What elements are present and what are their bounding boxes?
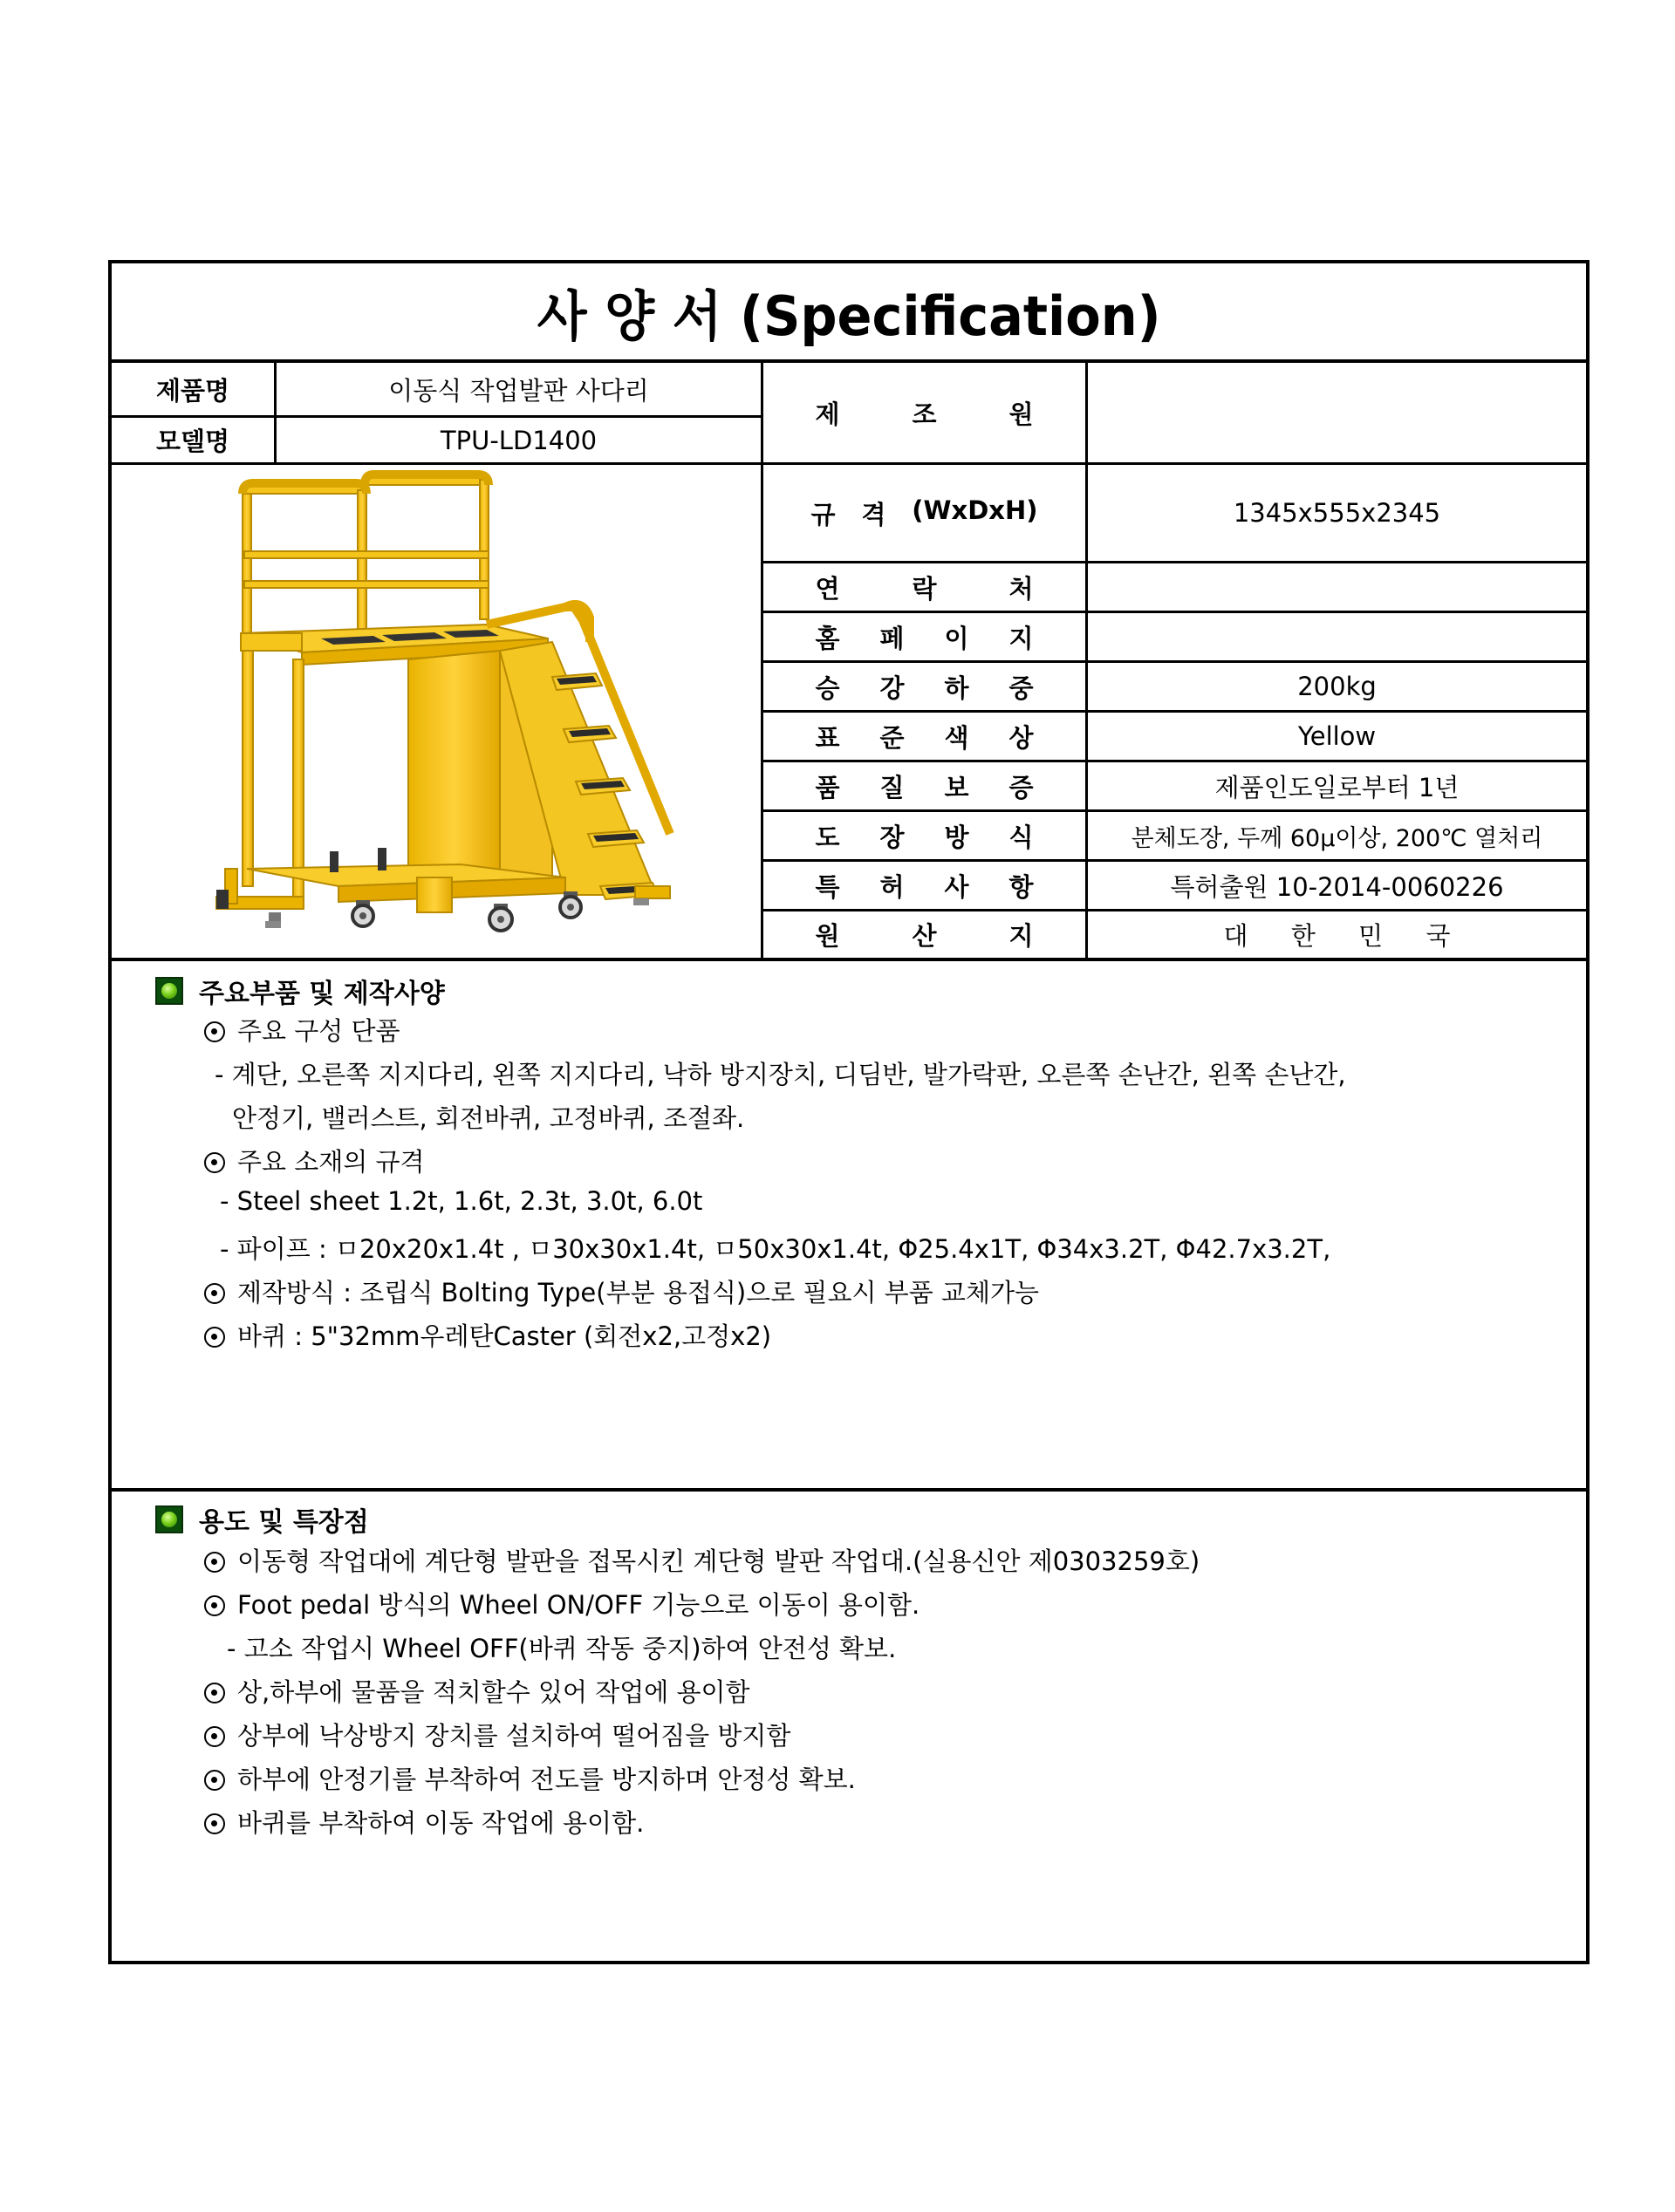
circle-dot-icon xyxy=(204,1726,225,1747)
list-item: 이동형 작업대에 계단형 발판을 접목시킨 계단형 발판 작업대.(실용신안 제0303259호) xyxy=(204,1542,1200,1578)
spec-label-dimensions: 규 격 (WxDxH) xyxy=(810,495,1038,529)
spec-label-coating: 도 장 방 식 xyxy=(815,822,1034,852)
spec-value-warranty: 제품인도일로부터 1년 xyxy=(1214,772,1460,802)
product-name-value: 이동식 작업발판 사다리 xyxy=(388,375,649,406)
green-bullet-icon xyxy=(155,977,183,1005)
spec-value-origin: 대 한 민 국 xyxy=(1223,921,1451,951)
list-item: - Steel sheet 1.2t, 1.6t, 2.3t, 3.0t, 6.0t xyxy=(220,1186,703,1216)
spec-label-manufacturer: 제 조 원 xyxy=(815,399,1034,429)
list-item: - 파이프 : ㅁ20x20x1.4t , ㅁ30x30x1.4t, ㅁ50x30x1.4t, Φ25.4x1T, Φ34x3.2T, Φ42.7x3.2T, xyxy=(220,1234,1331,1264)
list-item: 제작방식 : 조립식 Bolting Type(부분 용접식)으로 필요시 부품 교체가능 xyxy=(204,1273,1039,1309)
product-image-ladder xyxy=(199,468,740,956)
list-item: 안정기, 밸러스트, 회전바퀴, 고정바퀴, 조절좌. xyxy=(232,1103,745,1133)
circle-dot-icon xyxy=(204,1021,225,1042)
list-item: 바퀴를 부착하여 이동 작업에 용이함. xyxy=(204,1804,644,1840)
spec-value-homepage xyxy=(1088,613,1586,660)
spec-label-load: 승 강 하 중 xyxy=(815,672,1034,703)
circle-dot-icon xyxy=(204,1813,225,1834)
spec-value-patent: 특허출원 10-2014-0060226 xyxy=(1170,871,1504,902)
list-item: 바퀴 : 5"32mm우레탄Caster (회전x2,고정x2) xyxy=(204,1317,771,1353)
list-item: 하부에 안정기를 부착하여 전도를 방지하며 안정성 확보. xyxy=(204,1760,856,1796)
spec-label-warranty: 품 질 보 증 xyxy=(815,772,1034,802)
spec-label-contact: 연 락 처 xyxy=(815,573,1034,604)
list-item: 상,하부에 물품을 적치할수 있어 작업에 용이함 xyxy=(204,1673,750,1709)
circle-dot-icon xyxy=(204,1683,225,1703)
list-item: 상부에 낙상방지 장치를 설치하여 떨어짐을 방지함 xyxy=(204,1717,790,1752)
page-title: 사 양 서 (Specification) xyxy=(112,263,1586,363)
list-item: Foot pedal 방식의 Wheel ON/OFF 기능으로 이동이 용이함. xyxy=(204,1586,920,1621)
spec-label-color: 표 준 색 상 xyxy=(815,722,1034,753)
spec-label-origin: 원 산 지 xyxy=(815,921,1034,951)
spec-value-load: 200kg xyxy=(1297,672,1377,701)
list-item: 주요 소재의 규격 xyxy=(204,1143,425,1178)
model-name-label: 모델명 xyxy=(155,427,230,456)
spec-label-homepage: 홈 페 이 지 xyxy=(815,623,1034,653)
circle-dot-icon xyxy=(204,1770,225,1791)
spec-value-color: Yellow xyxy=(1297,721,1377,751)
spec-value-coating: 분체도장, 두께 60μ이상, 200℃ 열처리 xyxy=(1131,824,1543,852)
circle-dot-icon xyxy=(204,1327,225,1348)
section-heading-components: 주요부품 및 제작사양 xyxy=(155,972,445,1010)
list-item: - 계단, 오른쪽 지지다리, 왼쪽 지지다리, 낙하 방지장치, 디딤반, 발가락판, 오른쪽 손난간, 왼쪽 손난간, xyxy=(215,1060,1346,1089)
circle-dot-icon xyxy=(204,1595,225,1616)
spec-value-manufacturer xyxy=(1088,363,1586,462)
circle-dot-icon xyxy=(204,1152,225,1173)
spec-label-patent: 특 허 사 항 xyxy=(815,871,1034,902)
model-name-value: TPU-LD1400 xyxy=(440,425,598,455)
spec-value-contact xyxy=(1088,563,1586,611)
circle-dot-icon xyxy=(204,1283,225,1304)
specification-sheet xyxy=(108,260,1590,1964)
green-bullet-icon xyxy=(155,1505,183,1533)
list-item: 주요 구성 단품 xyxy=(204,1012,400,1048)
circle-dot-icon xyxy=(204,1552,225,1573)
spec-value-dimensions: 1345x555x2345 xyxy=(1233,498,1441,528)
list-item: - 고소 작업시 Wheel OFF(바퀴 작동 중지)하여 안전성 확보. xyxy=(227,1634,897,1663)
product-name-label: 제품명 xyxy=(155,375,230,406)
section-heading-features: 용도 및 특장점 xyxy=(155,1500,369,1539)
